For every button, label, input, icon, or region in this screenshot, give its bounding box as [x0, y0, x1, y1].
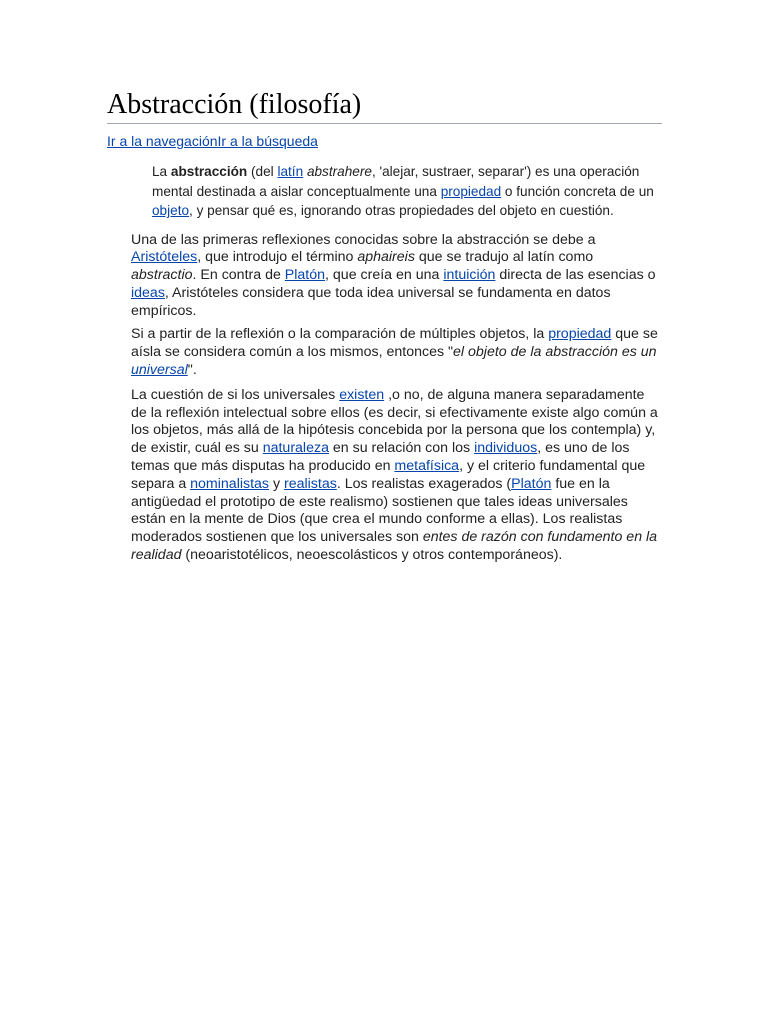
lead-paragraph	[152, 162, 657, 221]
paragraph-2	[131, 326, 662, 379]
link-intuicion[interactable]: intuición	[443, 267, 496, 284]
lead-bold-term: abstracción	[170, 164, 248, 179]
paragraph-text: ,o no, de alguna manera separadamente de la reflexión intelectual sobre ellos (es decir, si efectivamente existe algo común a los objetos, más allá de la hipótesis concebida por la persona que los contempla) y, de existir, cuál es su	[131, 386, 658, 457]
link-aristoteles[interactable]: Aristóteles	[131, 249, 198, 266]
link-propiedad[interactable]: propiedad	[440, 183, 502, 199]
article	[107, 88, 662, 565]
paragraph-text: . Los realistas exagerados (	[336, 475, 512, 492]
lead-text: , y pensar qué es, ignorando otras propiedades del objeto en cuestión.	[189, 203, 614, 218]
lead-italic-term: abstrahere	[306, 164, 372, 179]
italic-term: entes de razón con fundamento en la realidad	[131, 529, 658, 564]
link-naturaleza[interactable]: naturaleza	[262, 440, 329, 457]
paragraph-text: , que creía en una	[325, 267, 444, 284]
link-platon[interactable]: Platón	[284, 267, 326, 284]
paragraph-text: que se tradujo al latín como	[414, 249, 594, 266]
jump-to-search-link[interactable]: Ir a la búsqueda	[217, 133, 318, 149]
italic-quote-text: el objeto de la abstracción es un	[453, 344, 657, 361]
link-objeto[interactable]: objeto	[152, 203, 190, 218]
lead-text: o función concreta de un	[501, 183, 654, 199]
link-nominalistas[interactable]: nominalistas	[190, 475, 270, 492]
paragraph-text: , Aristóteles considera que toda idea universal se fundamenta en datos empíricos.	[131, 284, 611, 319]
paragraph-text: en su relación con los	[328, 440, 475, 457]
link-ideas[interactable]: ideas	[131, 284, 165, 301]
paragraph-text: ".	[187, 362, 197, 379]
paragraph-text: . En contra de	[192, 267, 285, 284]
paragraph-text: La cuestión de si los universales	[131, 386, 340, 403]
link-realistas[interactable]: realistas	[284, 475, 337, 492]
italic-term: abstractio	[131, 267, 193, 284]
page-title: Abstracción (filosofía)	[107, 88, 662, 124]
jump-to-navigation-link[interactable]: Ir a la navegación	[107, 133, 218, 149]
paragraph-3	[131, 387, 662, 565]
lead-text: La	[152, 164, 171, 179]
italic-term: aphaireis	[357, 249, 415, 266]
link-latin[interactable]: latín	[277, 164, 304, 179]
paragraph-text: (neoaristotélicos, neoescolásticos y otros contemporáneos).	[181, 547, 563, 564]
jump-links	[107, 132, 662, 150]
link-individuos[interactable]: individuos	[474, 440, 538, 457]
paragraph-text: , y el criterio fundamental que separa a	[131, 458, 646, 492]
paragraph-text: fue en la antigüedad el prototipo de este realismo) sostienen que tales ideas universales están en la mente de Dios (que crea el mundo conforme a ellas). Los realistas moderados sostienen que los universales son	[131, 475, 628, 546]
paragraph-text: Una de las primeras reflexiones conocidas sobre la abstracción se debe a	[131, 231, 596, 248]
paragraph-text: Si a partir de la reflexión o la comparación de múltiples objetos, la	[131, 326, 549, 343]
lead-text: (del	[247, 164, 278, 179]
paragraph-text: , que introdujo el término	[197, 249, 358, 266]
paragraph-text: , es uno de los temas que más disputas ha producido en	[131, 440, 630, 475]
link-platon[interactable]: Platón	[511, 475, 552, 492]
lead-text: , 'alejar, sustraer, separar') es una operación mental destinada a aislar conceptualmente una	[152, 164, 640, 199]
link-propiedad[interactable]: propiedad	[548, 326, 612, 343]
link-existen[interactable]: existen	[339, 386, 385, 403]
link-universal[interactable]: universal	[131, 362, 188, 379]
paragraph-text: directa de las esencias o	[495, 267, 656, 284]
paragraph-text: que se aísla se considera común a los mismos, entonces "	[131, 326, 658, 361]
paragraph-1	[131, 232, 662, 321]
link-metafisica[interactable]: metafísica	[394, 458, 460, 475]
paragraph-text: y	[269, 475, 284, 492]
